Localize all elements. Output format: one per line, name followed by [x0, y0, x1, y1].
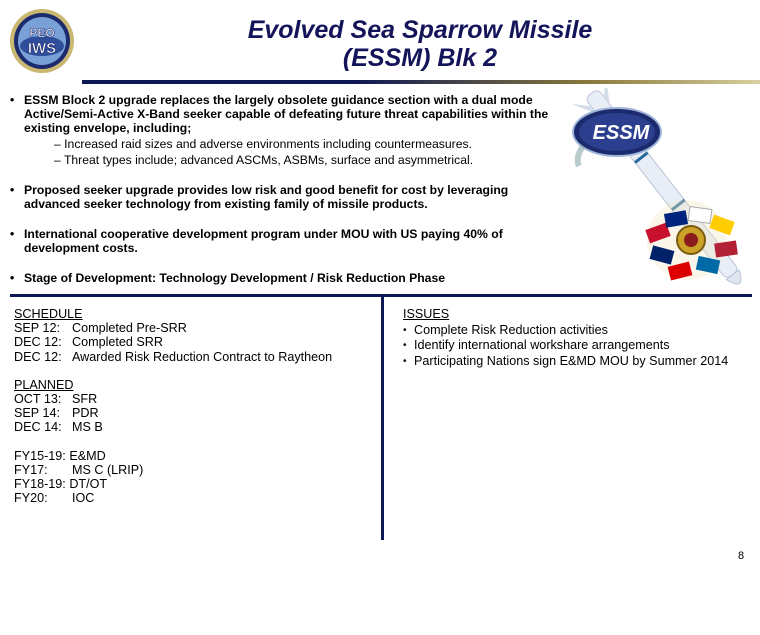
page-number: 8 — [738, 550, 745, 562]
sub-bullet: – Threat types include; advanced ASCMs, ASBMs, surface and asymmetrical. — [54, 153, 474, 167]
bullet-item — [10, 227, 558, 255]
issue-item: • Identify international workshare arrangements — [403, 338, 670, 352]
planned-row: SEP 14: PDR — [14, 406, 99, 421]
svg-text:PEO: PEO — [29, 26, 55, 40]
bullet-item — [10, 183, 558, 211]
bullet-text: Proposed seeker upgrade provides low risk and good benefit for cost by leveraging advanced seeker technology from existing family of missile products. — [24, 183, 509, 211]
issues-heading: ISSUES — [403, 307, 450, 321]
bullet-dot-icon: • — [403, 355, 407, 367]
fiscal-row: FY15-19: E&MD — [14, 448, 106, 463]
missile-artwork — [565, 88, 760, 288]
planned-row: OCT 13: SFR — [14, 392, 98, 407]
issue-item: • Complete Risk Reduction activities — [403, 322, 608, 337]
title-line-2: (ESSM) Blk 2 — [342, 44, 498, 72]
summary-bullets — [10, 93, 558, 301]
bullet-text: Stage of Development: Technology Development / Risk Reduction Phase — [24, 271, 445, 285]
svg-text:ESSM: ESSM — [592, 122, 650, 144]
fiscal-row: FY18-19: DT/OT — [14, 477, 108, 492]
column-divider — [381, 297, 384, 540]
bullet-text: ESSM Block 2 upgrade replaces the largely obsolete guidance section with a dual mode Active/Semi-Active X-Band seeker capable of defeating future threat capabilities within the existing envelope, including; — [24, 93, 549, 135]
sub-bullet: – Increased raid sizes and adverse environments including countermeasures. — [54, 137, 472, 151]
title-divider — [82, 80, 760, 84]
bullet-dot-icon: • — [10, 93, 15, 107]
bullet-dot-icon: • — [403, 324, 407, 336]
issues-section — [403, 307, 728, 369]
peo-iws-logo — [9, 8, 75, 74]
bullet-dot-icon: • — [403, 340, 407, 351]
svg-text:IWS: IWS — [27, 40, 57, 57]
fiscal-row: FY17: MS C (LRIP) — [14, 462, 144, 477]
bullet-item — [10, 93, 558, 167]
schedule-heading: SCHEDULE — [14, 307, 83, 321]
title-line-1: Evolved Sea Sparrow Missile — [247, 16, 593, 44]
schedule-section — [14, 307, 332, 505]
page-title — [150, 16, 690, 72]
fiscal-row: FY20: IOC — [14, 491, 95, 506]
schedule-row: DEC 12: Completed SRR — [14, 335, 163, 350]
schedule-row: DEC 12: Awarded Risk Reduction Contract to Raytheon — [14, 349, 333, 364]
bullet-dot-icon: • — [10, 271, 15, 285]
bullet-dot-icon: • — [10, 227, 15, 241]
schedule-row: SEP 12: Completed Pre-SRR — [14, 321, 187, 336]
bullet-text: International cooperative development program under MOU with US paying 40% of development costs. — [24, 227, 503, 255]
bullet-item — [10, 271, 558, 285]
issue-item: • Participating Nations sign E&MD MOU by Summer 2014 — [403, 353, 729, 368]
planned-heading: PLANNED — [14, 377, 74, 392]
planned-row: DEC 14: MS B — [14, 420, 103, 435]
bullet-dot-icon: • — [10, 183, 15, 197]
